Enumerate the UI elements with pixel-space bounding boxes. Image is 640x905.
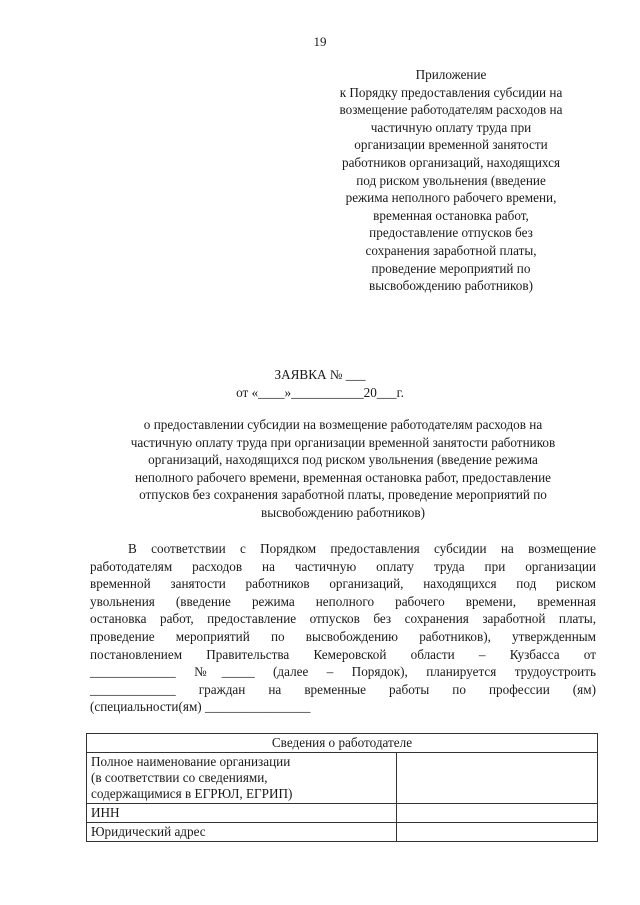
subject-line: неполного рабочего времени, временная остановка работ, предоставление — [134, 469, 552, 485]
appendix-line: временная остановка работ, — [373, 207, 529, 223]
organization-name-value[interactable] — [396, 753, 597, 804]
label-line: (в соответствии со сведениями, — [91, 770, 268, 785]
legal-address-value[interactable] — [396, 823, 597, 842]
body-line: увольнения (введение режима неполного рабочего времени, временная — [90, 593, 596, 609]
subject-line: высвобождению работников) — [261, 504, 425, 520]
appendix-line: режима неполного рабочего времени, — [345, 190, 557, 206]
page-number: 19 — [313, 34, 327, 49]
appendix-line: Приложение — [415, 67, 487, 82]
appendix-line: организации временной занятости — [354, 137, 548, 153]
appendix-line: частичную оплату труда при — [370, 119, 532, 135]
table-row — [87, 823, 598, 842]
inn-label — [87, 804, 397, 823]
body-line: работодателям расходов на частичную оплату труда при организации — [90, 558, 596, 574]
appendix-note — [312, 66, 590, 295]
employer-info-table — [86, 733, 598, 842]
appendix-line: проведение мероприятий по — [371, 260, 531, 276]
table-header-cell: Сведения о работодателе — [87, 734, 598, 753]
body-line: остановка работ, предоставление отпусков без сохранения заработной платы, — [90, 611, 596, 627]
appendix-line: работников организаций, находящихся — [341, 154, 561, 170]
label-line: содержащимися в ЕГРЮЛ, ЕГРИП) — [91, 786, 293, 801]
appendix-line: к Порядку предоставления субсидии на — [339, 84, 563, 100]
label-line: Юридический адрес — [91, 824, 206, 839]
subject-line: частичную оплату труда при организации временной занятости работников — [130, 434, 556, 450]
body-line: _____________ №_____ (далее – Порядок), планируется трудоустроить — [90, 664, 596, 680]
table-row — [87, 753, 598, 804]
application-subject — [90, 416, 596, 522]
label-line: ИНН — [91, 805, 120, 820]
appendix-line: возмещение работодателям расходов на — [339, 102, 563, 118]
body-line: временной занятости работников организаций, находящихся под риском — [90, 576, 596, 592]
subject-line: о предоставлении субсидии на возмещение работодателям расходов на — [143, 417, 543, 432]
table-row — [87, 804, 598, 823]
appendix-line: под риском увольнения (введение — [356, 172, 546, 188]
legal-address-label — [87, 823, 397, 842]
label-line: Полное наименование организации — [91, 754, 291, 769]
organization-name-label — [87, 753, 397, 804]
body-line: В соответствии с Порядком предоставления субсидии на возмещение — [128, 541, 596, 556]
application-heading: ЗАЯВКА № ___ — [274, 367, 366, 382]
subject-line: отпусков без сохранения заработной платы, проведение мероприятий по — [139, 487, 547, 503]
appendix-line: предоставление отпусков без — [369, 225, 533, 241]
body-line: _____________ граждан на временные работы по профессии (ям) — [90, 681, 596, 697]
body-line: проведение мероприятий по высвобождению работников), утвержденным — [90, 628, 596, 644]
body-line: постановлением Правительства Кемеровской области – Кузбасса от — [90, 646, 596, 662]
inn-value[interactable] — [396, 804, 597, 823]
appendix-line: высвобождению работников) — [369, 278, 533, 294]
table-header-row — [87, 734, 598, 753]
subject-line: организаций, находящихся под риском увольнения (введение режима — [148, 452, 538, 468]
body-line: (специальности(ям) ________________ — [90, 699, 311, 715]
application-date-line: от «____»___________20___г. — [236, 385, 404, 400]
appendix-line: сохранения заработной платы, — [365, 242, 537, 258]
application-title-block — [0, 366, 640, 402]
body-paragraph — [90, 540, 596, 716]
